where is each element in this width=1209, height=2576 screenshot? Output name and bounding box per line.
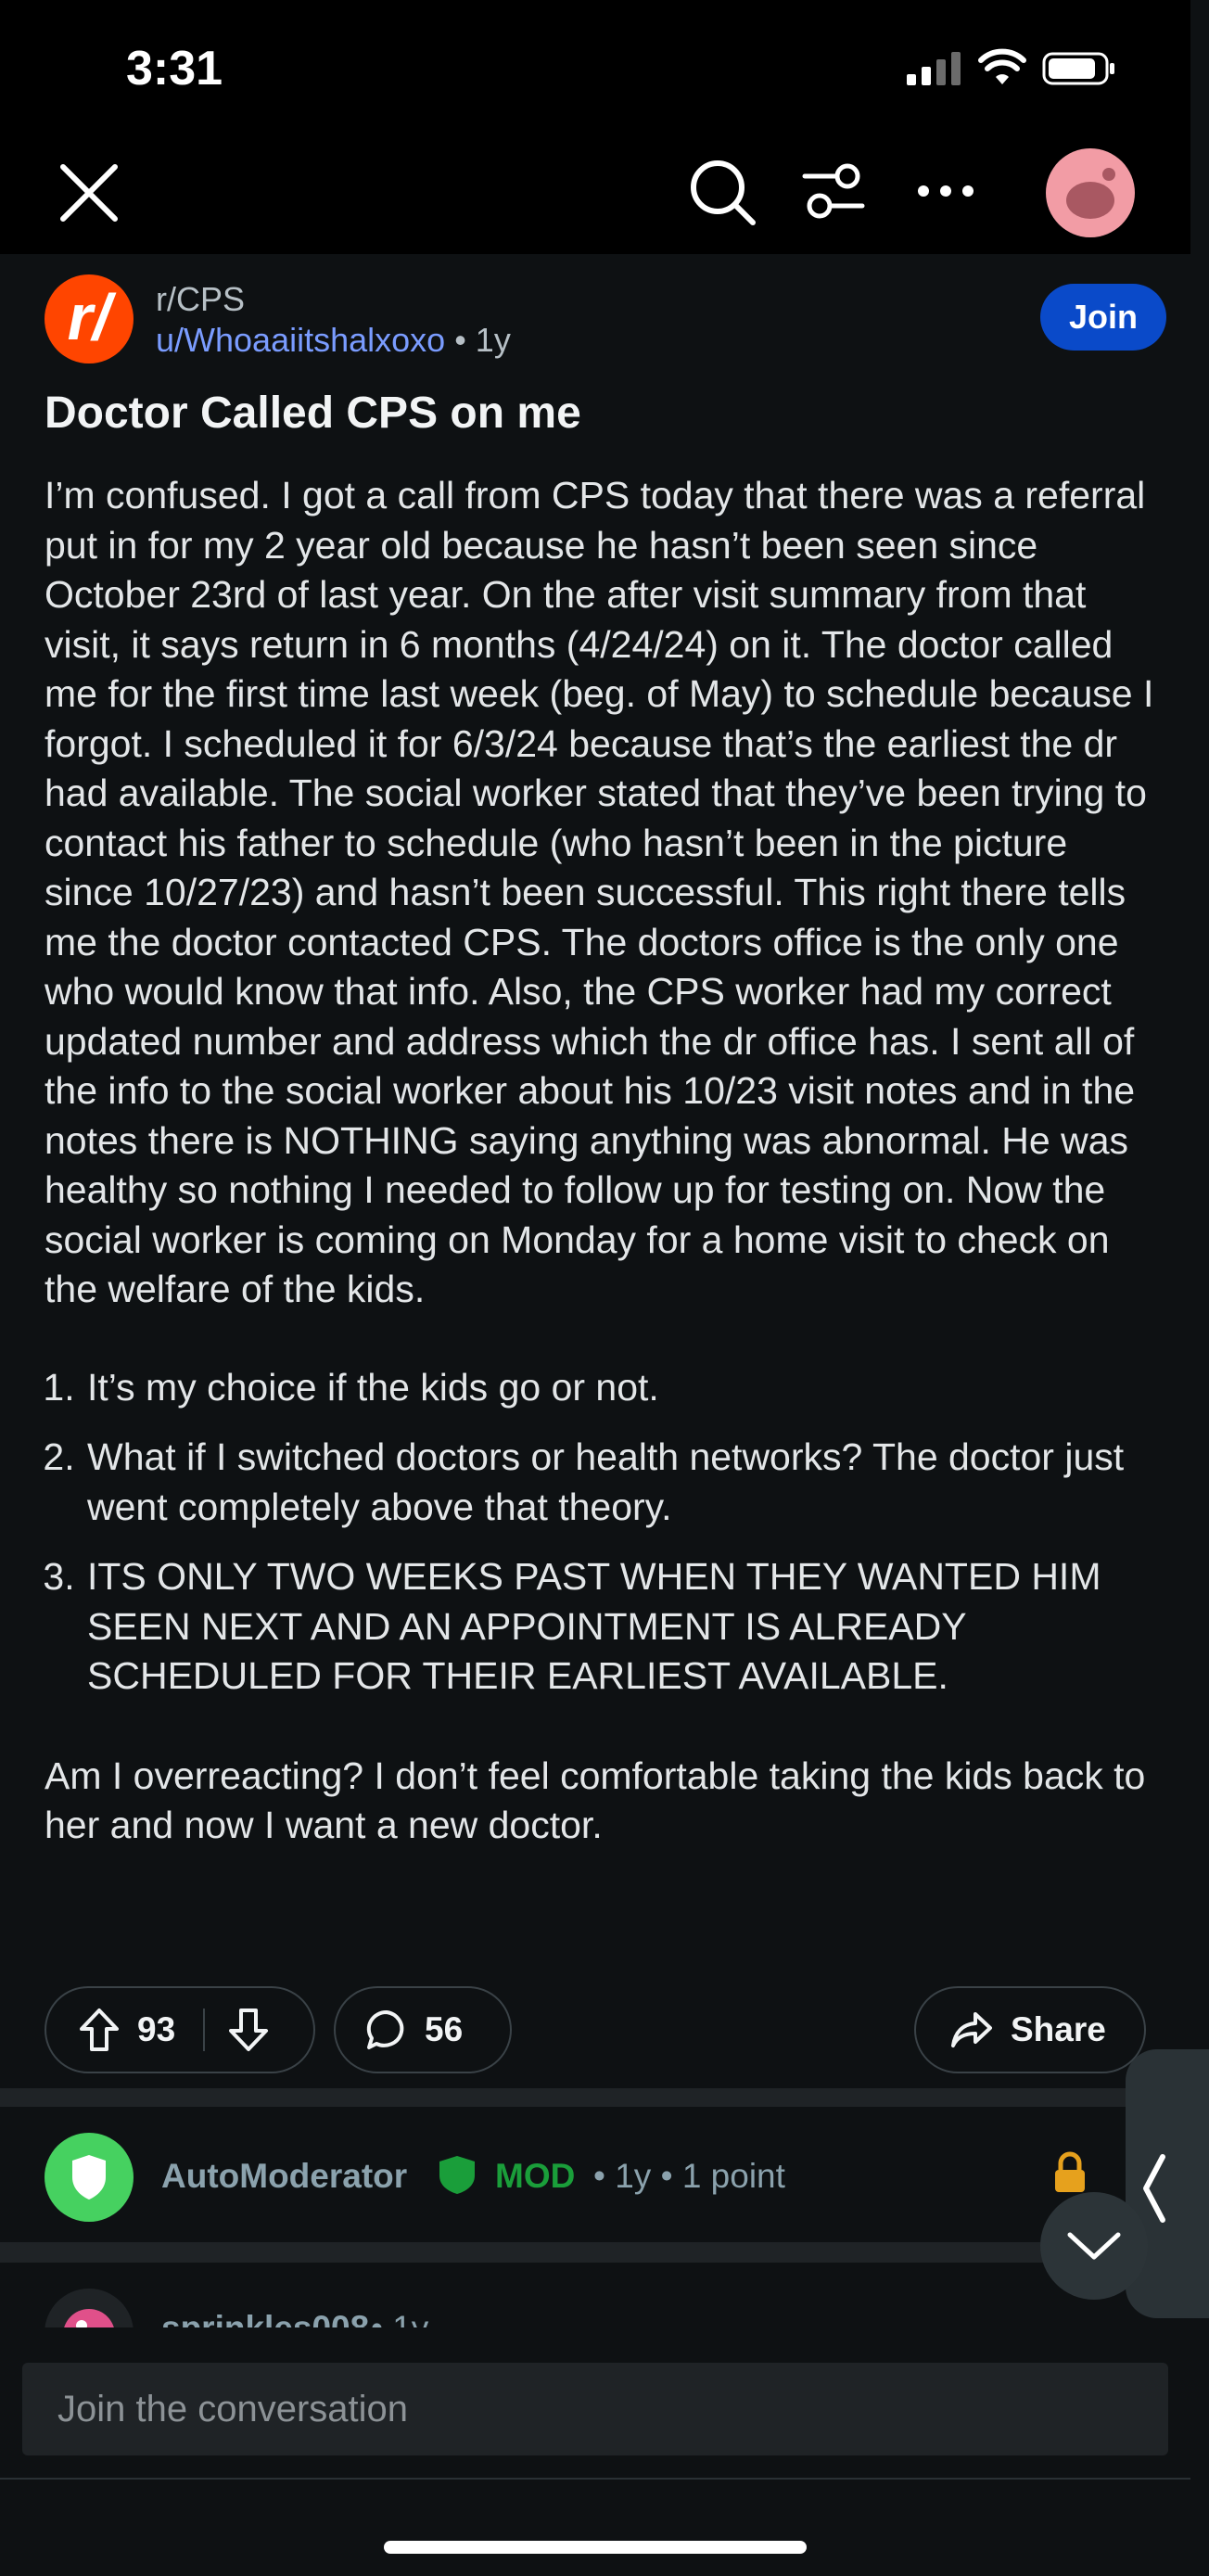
- top-bar: [0, 139, 1190, 254]
- closing-paragraph: Am I overreacting? I don’t feel comfortable taking the kids back to her and now I want a new doctor.: [45, 1753, 1146, 1846]
- share-icon: [949, 2010, 994, 2049]
- post-title: Doctor Called CPS on me: [45, 389, 581, 438]
- comment-meta: [593, 2157, 785, 2196]
- wifi-icon: [979, 51, 1025, 86]
- search-icon[interactable]: [688, 158, 758, 228]
- meta-dot: •: [660, 2157, 682, 2195]
- body-list: [45, 1363, 1157, 1702]
- filter-icon[interactable]: [801, 159, 866, 224]
- comment-points: 1 point: [681, 2157, 785, 2195]
- status-icons: [907, 50, 1116, 87]
- comment-author[interactable]: AutoModerator: [161, 2157, 408, 2195]
- subreddit-name[interactable]: r/CPS: [156, 280, 246, 318]
- list-item: 2. What if I switched doctors or health networks? The doctor just went completely above that theory.: [85, 1433, 1157, 1532]
- comment-count: 56: [425, 2010, 464, 2048]
- list-item: 3. ITS ONLY TWO WEEKS PAST WHEN THEY WANTED HIM SEEN NEXT AND AN APPOINTMENT IS ALREADY SCHEDULED FOR THEIR EARLIEST AVAILABLE.: [85, 1552, 1157, 1702]
- chevron-down-icon: [1066, 2229, 1122, 2263]
- upvote-count: 93: [137, 2010, 176, 2048]
- avatar[interactable]: [1044, 147, 1137, 239]
- shield-icon: [45, 2133, 134, 2222]
- divider: [0, 2478, 1190, 2480]
- meta-dot: •: [593, 2157, 616, 2195]
- lock-icon: [1051, 2151, 1088, 2194]
- next-comment[interactable]: [0, 2263, 1190, 2327]
- body-paragraph: I’m confused. I got a call from CPS today that there was a referral put in for my 2 year old because he hasn’t been seen since October 23rd of last year. On the after visit summary from that visit, it says return in 6 months (4/24/24) on it. The doctor called me for the first time last week (beg. of May) to schedule because I forgot. I scheduled it for 6/3/24 because that’s the earliest the dr had available. The social worker stated that they’ve been trying to contact his father to schedule (who hasn’t been in the picture since 10/27/23) and hasn’t been successful. This right there tells me the doctor contacted CPS. The doctors office is the only one who would know that info. Also, the CPS worker had my correct updated number and address which the dr office has. I sent all of the info to the social worker about his 10/23 visit notes and in the notes there is NOTHING saying anything was abnormal. He was healthy so nothing I needed to follow up for testing on. Now the social worker is coming on Monday for a home visit to check on the welfare of the kids.: [45, 474, 1154, 1310]
- vote-divider: [203, 2009, 205, 2051]
- join-button[interactable]: Join: [1040, 284, 1166, 351]
- chevron-left-icon: [1140, 2151, 1168, 2225]
- subreddit-logo[interactable]: r/: [45, 274, 134, 363]
- vote-pill: [45, 1986, 315, 2073]
- home-indicator[interactable]: [384, 2541, 807, 2554]
- share-label: Share: [1011, 2010, 1106, 2048]
- signal-icon: [907, 52, 962, 85]
- status-bar: [0, 0, 1190, 139]
- comments-button[interactable]: [334, 1986, 512, 2073]
- more-icon[interactable]: [916, 182, 975, 200]
- meta-dot: •: [454, 321, 476, 359]
- post-body: [45, 471, 1157, 1851]
- post-author[interactable]: u/Whoaaiitshalxoxo: [156, 321, 446, 359]
- share-button[interactable]: [914, 1986, 1146, 2073]
- mod-shield-icon: [436, 2153, 478, 2196]
- side-panel-handle[interactable]: [1126, 2049, 1209, 2318]
- status-time: 3:31: [126, 42, 223, 96]
- comment-age: 1y: [615, 2157, 652, 2195]
- jump-next-button[interactable]: [1040, 2192, 1148, 2300]
- upvote-icon[interactable]: [78, 2007, 121, 2053]
- commenter-avatar[interactable]: [45, 2133, 134, 2222]
- post-age: 1y: [475, 321, 511, 359]
- divider: [0, 2242, 1190, 2263]
- post-meta: [156, 321, 511, 360]
- list-item: 1. It’s my choice if the kids go or not.: [85, 1363, 1157, 1413]
- downvote-icon[interactable]: [227, 2007, 270, 2053]
- battery-icon: [1042, 50, 1116, 87]
- comment-icon: [365, 2009, 408, 2051]
- mod-badge: MOD: [495, 2157, 576, 2195]
- close-icon[interactable]: [57, 161, 121, 224]
- divider: [0, 2088, 1190, 2107]
- comment-input[interactable]: Join the conversation: [22, 2363, 1168, 2455]
